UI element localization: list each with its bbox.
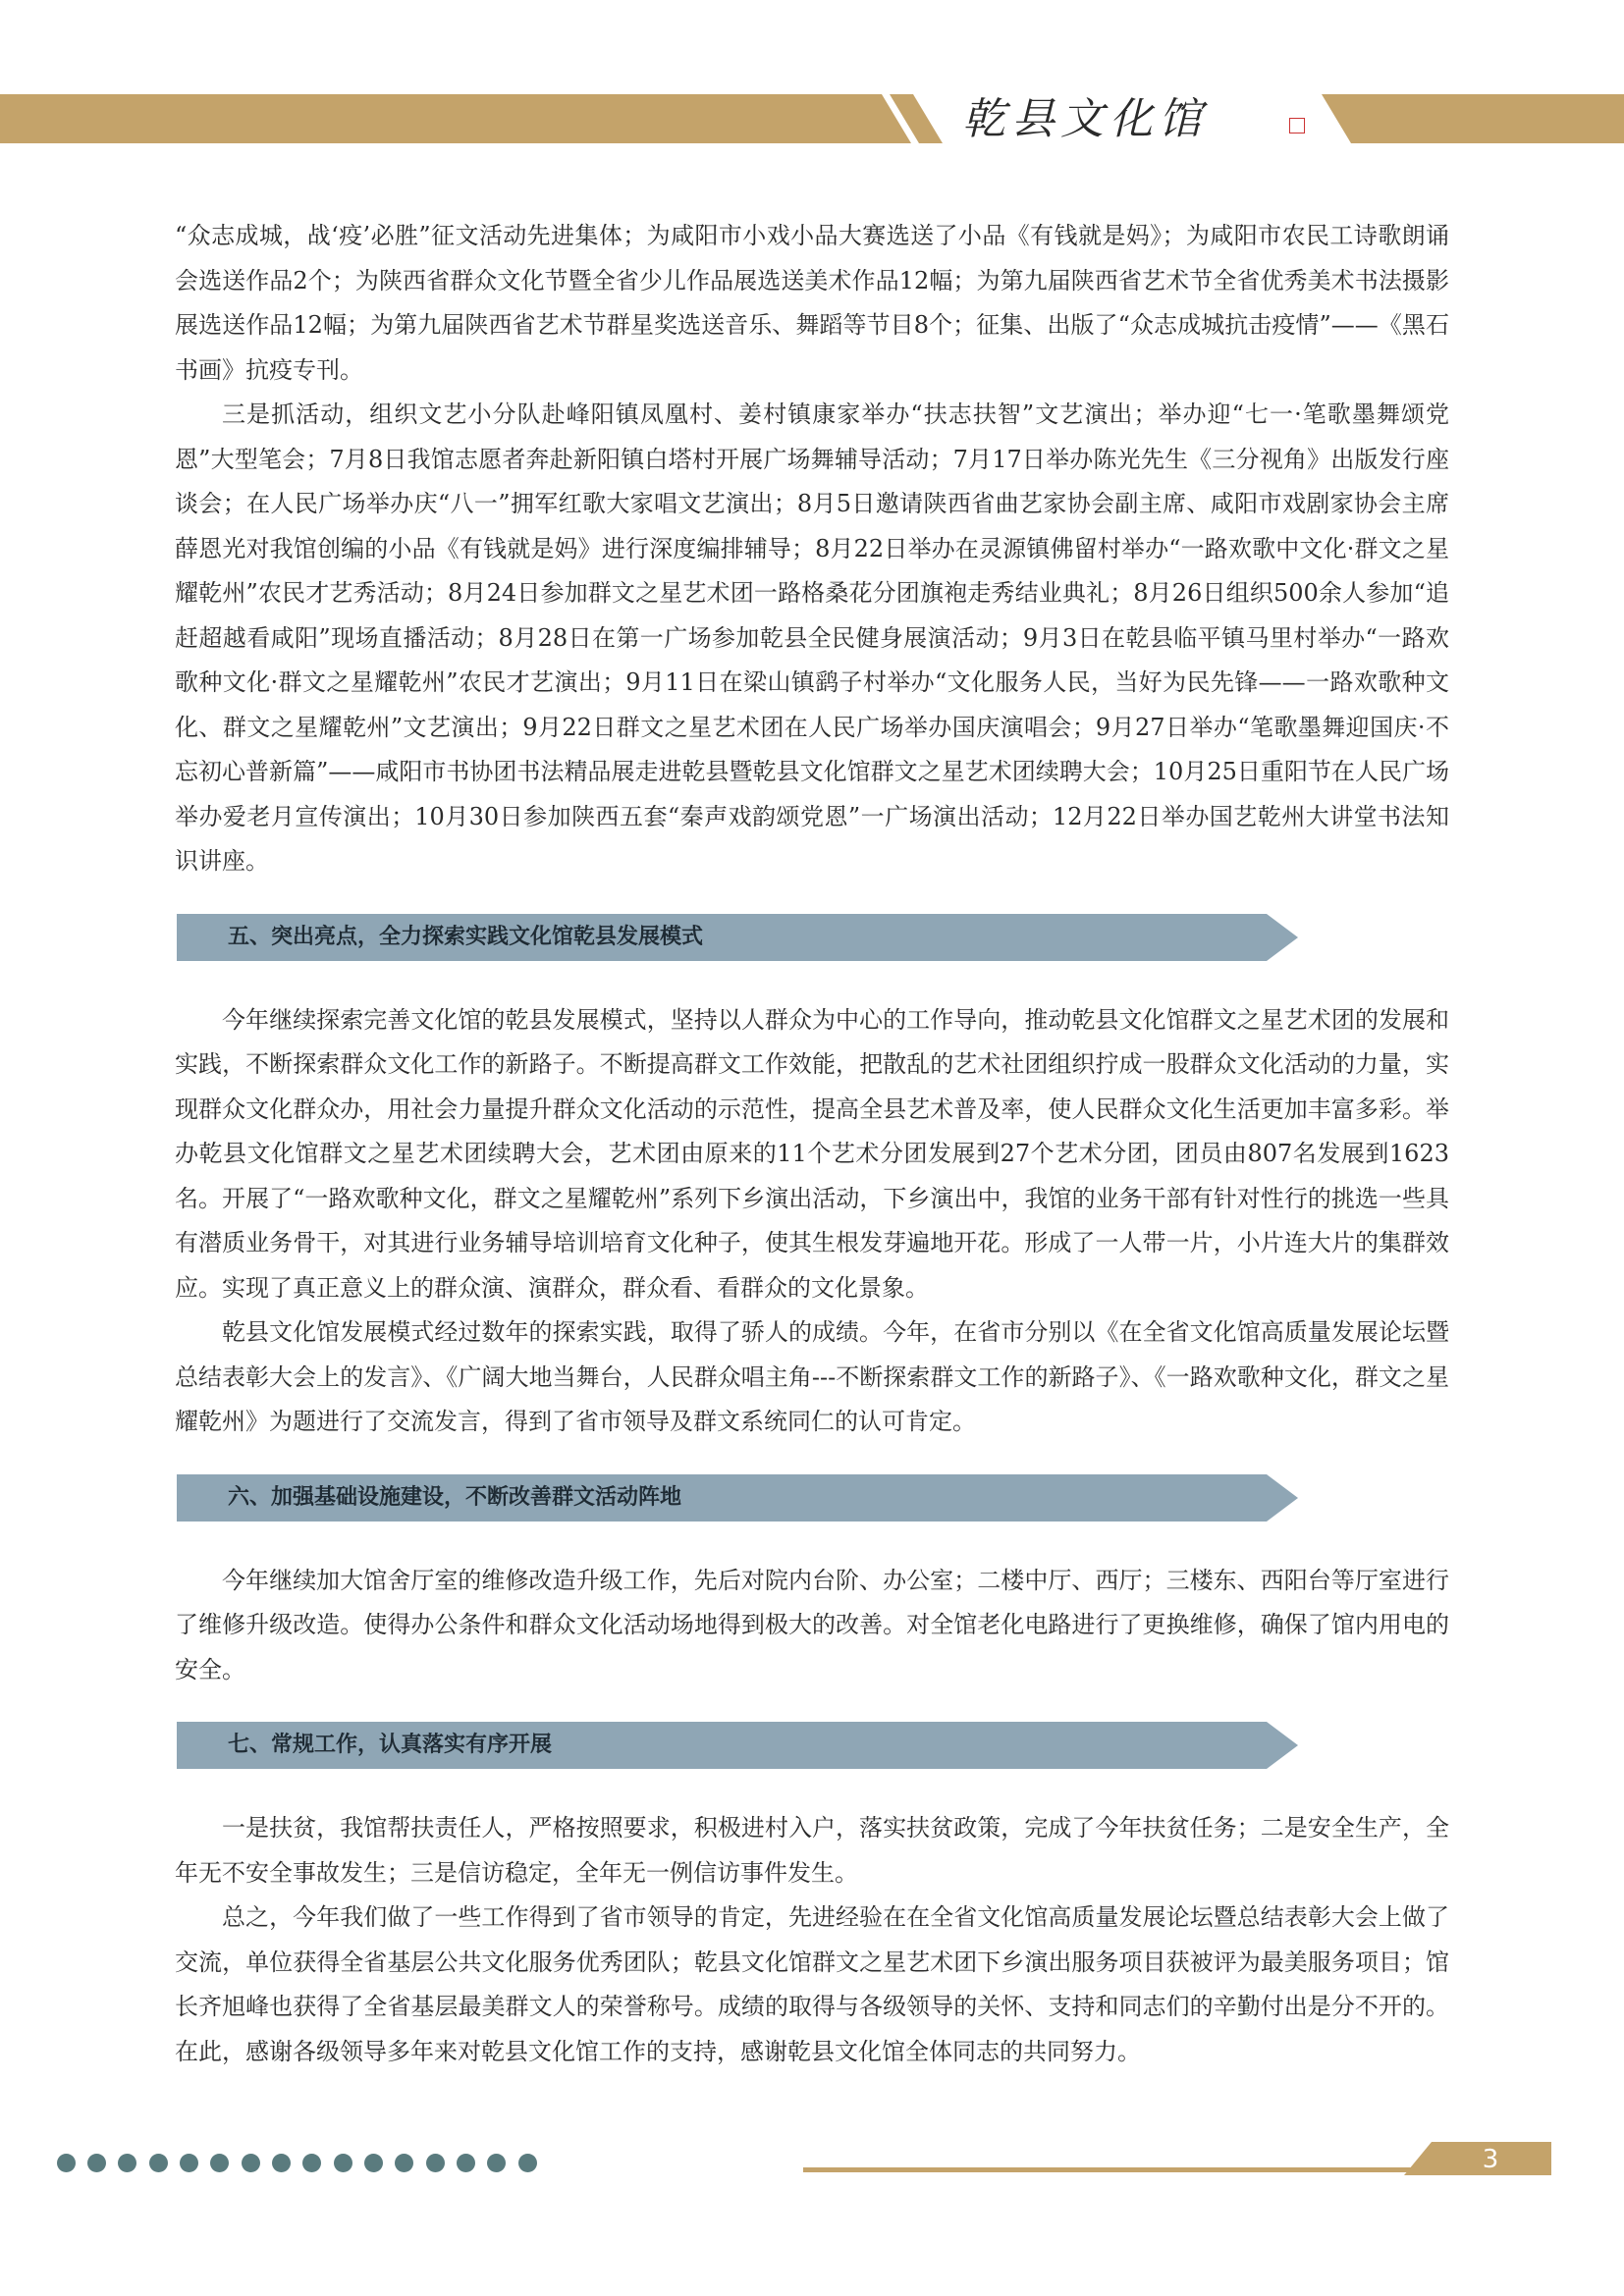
dot-icon xyxy=(487,2154,506,2172)
page-number: 3 xyxy=(1482,2145,1499,2174)
dot-icon xyxy=(180,2154,198,2172)
dot-icon xyxy=(426,2154,445,2172)
seal-icon xyxy=(1289,118,1305,133)
dot-icon xyxy=(118,2154,136,2172)
dot-icon xyxy=(518,2154,537,2172)
dot-icon xyxy=(242,2154,260,2172)
dot-icon xyxy=(395,2154,413,2172)
header-band xyxy=(0,94,1624,143)
body-paragraph: “众志成城，战‘疫’必胜”征文活动先进集体；为咸阳市小戏小品大赛选送了小品《有钱就是妈》；为咸阳市农民工诗歌朗诵会选送作品2个；为陕西省群众文化节暨全省少儿作品展选送美术作品12幅；为第九届陕西省艺术节全省优秀美术书法摄影展选送作品12幅；为第九届陕西省艺术节群星奖选送音乐、舞蹈等节目8个；征集、出版了“众志成城抗击疫情”——《黑石书画》抗疫专刊。 xyxy=(175,222,1449,384)
body-paragraph: 乾县文化馆发展模式经过数年的探索实践，取得了骄人的成绩。今年，在省市分别以《在全省文化馆高质量发展论坛暨总结表彰大会上的发言》、《广阔大地当舞台，人民群众唱主角---不断探索群文工作的新路子》、《一路欢歌种文化，群文之星耀乾州》为题进行了交流发言，得到了省市领导及群文系统同仁的认可肯定。 xyxy=(175,1318,1449,1435)
body-paragraph: 今年继续加大馆舍厅室的维修改造升级工作，先后对院内台阶、办公室；二楼中厅、西厅；三楼东、西阳台等厅室进行了维修升级改造。使得办公条件和群众文化活动场地得到极大的改善。对全馆老化电路进行了更换维修，确保了馆内用电的安全。 xyxy=(175,1566,1449,1683)
dot-icon xyxy=(149,2154,168,2172)
body-paragraph: 今年继续探索完善文化馆的乾县发展模式，坚持以人群众为中心的工作导向，推动乾县文化馆群文之星艺术团的发展和实践，不断探索群众文化工作的新路子。不断提高群文工作效能，把散乱的艺术社团组织拧成一股群众文化活动的力量，实现群众文化群众办，用社会力量提升群众文化活动的示范性，提高全县艺术普及率，使人民群众文化生活更加丰富多彩。举办乾县文化馆群文之星艺术团续聘大会，艺术团由原来的11个艺术分团发展到27个艺术分团，团员由807名发展到1623名。开展了“一路欢歌种文化，群文之星耀乾州”系列下乡演出活动，下乡演出中，我馆的业务干部有针对性行的挑选一些具有潜质业务骨干，对其进行业务辅导培训培育文化种子，使其生根发芽遍地开花。形成了一人带一片，小片连大片的集群效应。实现了真正意义上的群众演、演群众，群众看、看群众的文化景象。 xyxy=(175,1005,1449,1302)
section-heading: 六、加强基础设施建设，不断改善群文活动阵地 xyxy=(228,1484,682,1510)
dot-icon xyxy=(364,2154,383,2172)
section-heading: 五、突出亮点，全力探索实践文化馆乾县发展模式 xyxy=(228,924,704,949)
dot-icon xyxy=(87,2154,106,2172)
body-paragraph: 总之，今年我们做了一些工作得到了省市领导的肯定，先进经验在在全省文化馆高质量发展论坛暨总结表彰大会上做了交流，单位获得全省基层公共文化服务优秀团队；乾县文化馆群文之星艺术团下乡演出服务项目获被评为最美服务项目；馆长齐旭峰也获得了全省基层最美群文人的荣誉称号。成绩的取得与各级领导的关怀、支持和同志们的辛勤付出是分不开的。在此，感谢各级领导多年来对乾县文化馆工作的支持，感谢乾县文化馆全体同志的共同努力。 xyxy=(175,1903,1449,2065)
section-heading: 七、常规工作，认真落实有序开展 xyxy=(228,1733,553,1757)
dot-icon xyxy=(302,2154,321,2172)
section-heading-banner xyxy=(177,1722,1298,1769)
dot-icon xyxy=(334,2154,352,2172)
dot-icon xyxy=(457,2154,475,2172)
header-title: 乾县文化馆 xyxy=(962,94,1208,144)
dot-icon xyxy=(210,2154,229,2172)
main-content xyxy=(175,214,1449,2074)
section-heading-banner xyxy=(177,914,1298,961)
body-paragraph: 一是扶贫，我馆帮扶责任人，严格按照要求，积极进村入户，落实扶贫政策，完成了今年扶贫任务；二是安全生产，全年无不安全事故发生；三是信访稳定，全年无一例信访事件发生。 xyxy=(175,1814,1449,1887)
page-footer xyxy=(0,2142,1624,2181)
section-heading-banner xyxy=(177,1474,1298,1522)
dot-icon xyxy=(57,2154,76,2172)
body-paragraph: 三是抓活动，组织文艺小分队赴峰阳镇凤凰村、姜村镇康家举办“扶志扶智”文艺演出；举办迎“七一·笔歌墨舞颂党恩”大型笔会；7月8日我馆志愿者奔赴新阳镇白塔村开展广场舞辅导活动；7月17日举办陈光先生《三分视角》出版发行座谈会；在人民广场举办庆“八一”拥军红歌大家唱文艺演出；8月5日邀请陕西省曲艺家协会副主席、咸阳市戏剧家协会主席薛恩光对我馆创编的小品《有钱就是妈》进行深度编排辅导；8月22日举办在灵源镇佛留村举办“一路欢歌中文化·群文之星耀乾州”农民才艺秀活动；8月24日参加群文之星艺术团一路格桑花分团旗袍走秀结业典礼；8月26日组织500余人参加“追赶超越看咸阳”现场直播活动；8月28日在第一广场参加乾县全民健身展演活动；9月3日在乾县临平镇马里村举办“一路欢歌种文化·群文之星耀乾州”农民才艺演出；9月11日在梁山镇鹞子村举办“文化服务人民，当好为民先锋——一路欢歌种文化、群文之星耀乾州”文艺演出；9月22日群文之星艺术团在人民广场举办国庆演唱会；9月27日举办“笔歌墨舞迎国庆·不忘初心普新篇”——咸阳市书协团书法精品展走进乾县暨乾县文化馆群文之星艺术团续聘大会；10月25日重阳节在人民广场举办爱老月宣传演出；10月30日参加陕西五套“秦声戏韵颂党恩”一广场演出活动；12月22日举办国艺乾州大讲堂书法知识讲座。 xyxy=(175,400,1449,875)
dot-icon xyxy=(272,2154,291,2172)
